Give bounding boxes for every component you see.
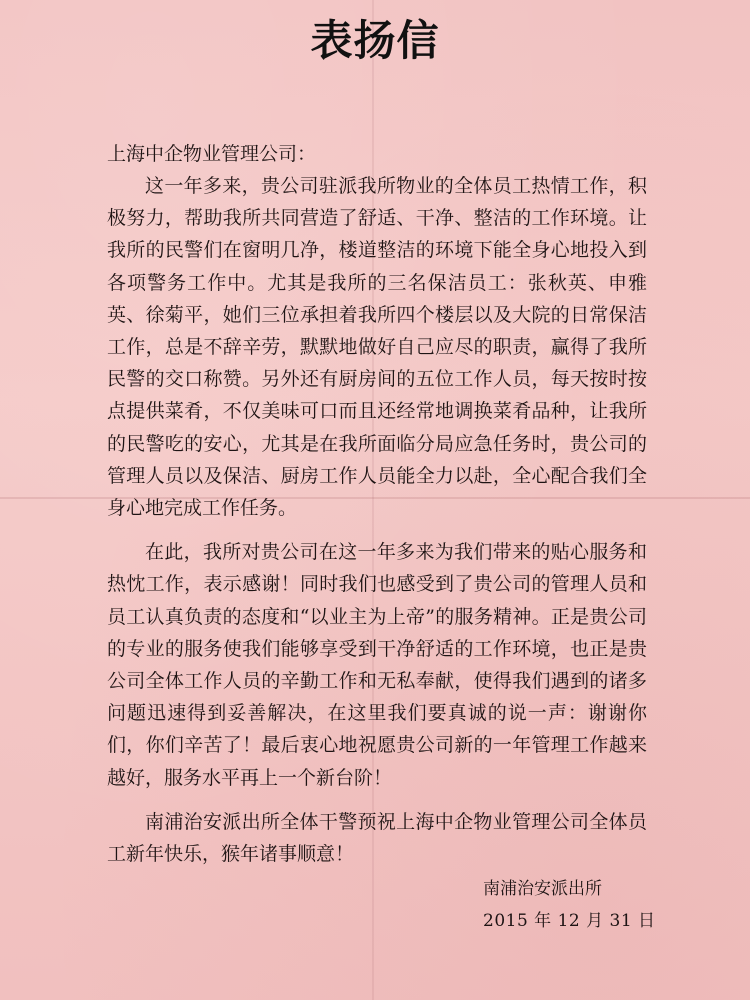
letter-title: 表扬信 bbox=[310, 16, 440, 65]
letter-signature bbox=[483, 873, 656, 937]
letter-paragraph: 这一年多来，贵公司驻派我所物业的全体员工热情工作，积极努力，帮助我所共同营造了舒适、干净、整洁的工作环境。让我所的民警们在窗明几净，楼道整洁的环境下能全身心地投入到各项警务工作中。尤其是我所的三名保洁员工：张秋英、申雅英、徐菊平，她们三位承担着我所四个楼层以及大院的日常保洁工作，总是不辞辛劳，默默地做好自己应尽的职责，赢得了我所民警的交口称赞。另外还有厨房间的五位工作人员，每天按时按点提供菜肴，不仅美味可口而且还经常地调换菜肴品种，让我所的民警吃的安心，尤其是在我所面临分局应急任务时，贵公司的管理人员以及保洁、厨房工作人员能全力以赴，全心配合我们全身心地完成工作任务。 bbox=[107, 175, 647, 520]
signature-organization: 南浦治安派出所 bbox=[483, 879, 602, 899]
letter-paragraph: 在此，我所对贵公司在这一年多来为我们带来的贴心服务和热忱工作，表示感谢！同时我们也感受到了贵公司的管理人员和员工认真负责的态度和“以业主为上帝”的服务精神。正是贵公司的专业的服务使我们能够享受到干净舒适的工作环境，也正是贵公司全体工作人员的辛勤工作和无私奉献，使得我们遇到的诸多问题迅速得到妥善解决，在这里我们要真诚的说一声：谢谢你们，你们辛苦了！最后衷心地祝愿贵公司新的一年管理工作越来越好，服务水平再上一个新台阶！ bbox=[107, 541, 647, 789]
letter-body bbox=[107, 170, 647, 870]
signature-date: 2015 年 12 月 31 日 bbox=[483, 911, 656, 931]
letter-salutation: 上海中企物业管理公司： bbox=[107, 143, 317, 165]
letter-paragraph: 南浦治安派出所全体干警预祝上海中企物业管理公司全体员工新年快乐，猴年诸事顺意！ bbox=[107, 810, 647, 866]
